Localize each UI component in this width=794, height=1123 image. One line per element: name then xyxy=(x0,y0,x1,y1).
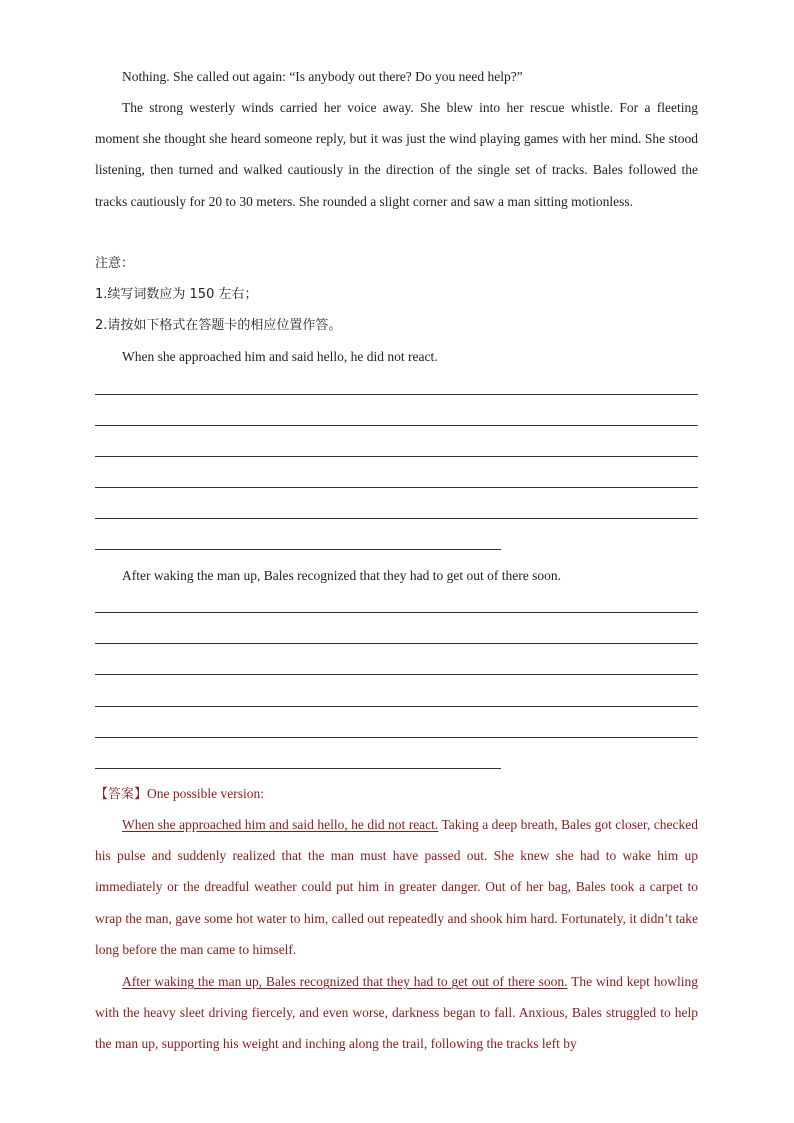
notes-heading: 注意： xyxy=(95,256,135,271)
answer-header xyxy=(95,778,698,810)
answer-line xyxy=(95,768,501,769)
story-paragraph-1: Nothing. She called out again: “Is anybody out there? Do you need help?” xyxy=(122,69,523,84)
answer-line xyxy=(95,456,698,457)
answer-paragraph-1-lead: When she approached him and said hello, he did not react. xyxy=(122,817,439,832)
answer-paragraph-1 xyxy=(95,809,698,965)
answer-paragraph-2-lead: After waking the man up, Bales recognized that they had to get out of there soon. xyxy=(122,974,568,989)
answer-line xyxy=(95,706,698,707)
notes-item-2: 2.请按如下格式在答题卡的相应位置作答。 xyxy=(95,318,342,333)
answer-line xyxy=(95,425,698,426)
answer-line xyxy=(95,487,698,488)
answer-line xyxy=(95,612,698,613)
answer-line xyxy=(95,394,698,395)
answer-line xyxy=(95,674,698,675)
answer-intro: One possible version: xyxy=(147,786,265,801)
answer-paragraph-2 xyxy=(95,966,698,1060)
answer-line xyxy=(95,643,698,644)
prompt-second: After waking the man up, Bales recognized that they had to get out of there soon. xyxy=(122,568,561,583)
answer-line xyxy=(95,518,698,519)
answer-line xyxy=(95,737,698,738)
answer-paragraph-2-body: The wind kept howling with the heavy sleet driving fiercely, and even worse, darkness began to fall. Anxious, Bales struggled to help the man up, supporting his weight and inching along the trail, following the tracks left by xyxy=(95,974,698,1052)
prompt-first: When she approached him and said hello, he did not react. xyxy=(122,349,438,364)
answer-paragraph-1-body: Taking a deep breath, Bales got closer, checked his pulse and suddenly realized that the man must have passed out. She knew she had to wake him up immediately or the dreadful weather could put him in greater danger. Out of her bag, Bales took a carpet to wrap the man, gave some hot water to him, called out repeatedly and shook him hard. Fortunately, it didn’t take long before the man came to himself. xyxy=(95,817,698,957)
story-paragraph-2: The strong westerly winds carried her voice away. She blew into her rescue whistle. For a fleeting moment she thought she heard someone reply, but it was just the wind playing games with her mind. She stood listening, then turned and walked cautiously in the direction of the single set of tracks. Bales followed the tracks cautiously for 20 to 30 meters. She rounded a slight corner and saw a man sitting motionless. xyxy=(95,100,698,209)
notes-item-1: 1.续写词数应为 150 左右； xyxy=(95,287,258,302)
answer-line xyxy=(95,549,501,550)
answer-tag: 【答案】 xyxy=(95,787,148,802)
